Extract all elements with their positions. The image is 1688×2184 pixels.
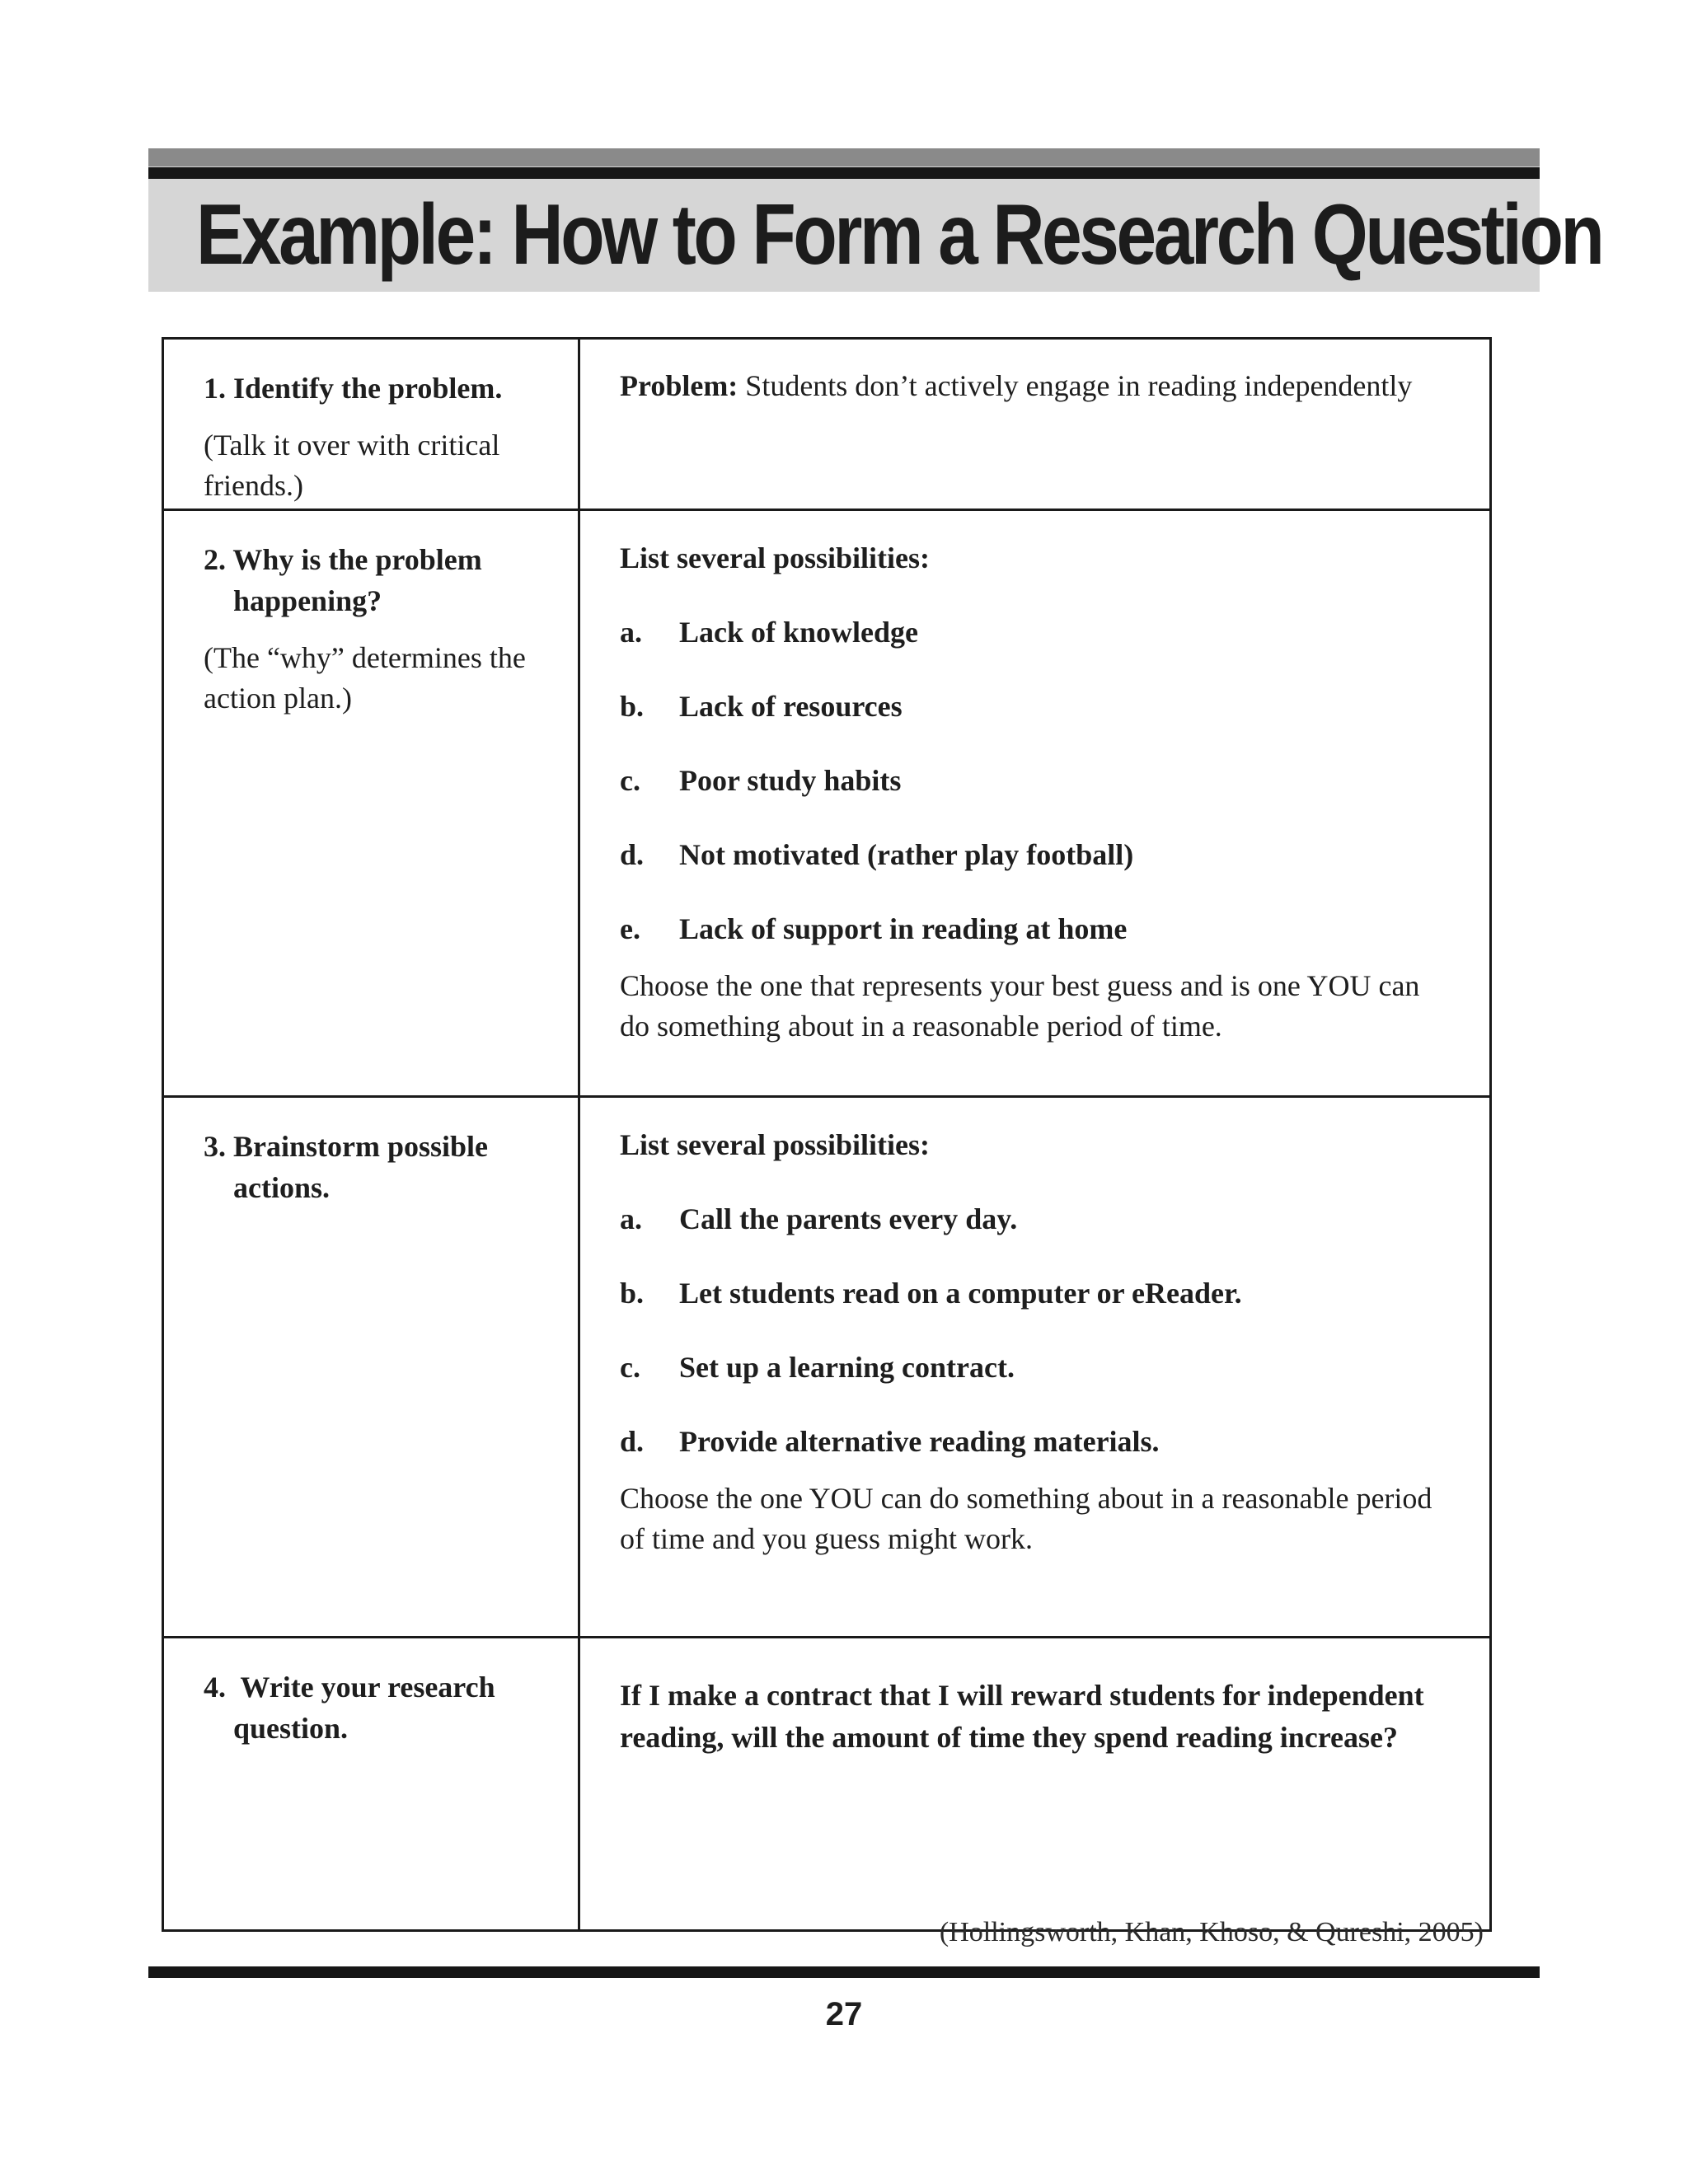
list-item <box>620 1198 1456 1240</box>
item-text: Lack of resources <box>679 690 903 723</box>
item-text: Not motivated (rather play football) <box>679 838 1134 871</box>
list-item <box>620 1421 1456 1462</box>
item-letter: b. <box>620 690 645 723</box>
table-row <box>163 1097 1491 1638</box>
answer-cell <box>579 1638 1491 1931</box>
item-text: Set up a learning contract. <box>679 1351 1015 1384</box>
title-top-bar <box>148 148 1540 166</box>
research-question: If I make a contract that I will reward students for independent reading, will the amount of time they spend reading increase? <box>620 1679 1424 1754</box>
step-title <box>204 539 555 621</box>
item-letter: a. <box>620 1202 642 1235</box>
list-item <box>620 1272 1456 1314</box>
item-text: Let students read on a computer or eReader. <box>679 1277 1242 1310</box>
possibility-list <box>620 1198 1456 1462</box>
step-cell <box>163 339 579 510</box>
possibility-list <box>620 612 1456 949</box>
item-letter: c. <box>620 1351 640 1384</box>
step-number: 3. <box>204 1130 226 1163</box>
page-title: Example: How to Form a Research Question <box>196 187 1602 283</box>
item-text: Lack of support in reading at home <box>679 912 1128 945</box>
problem-text: Students don’t actively engage in reading independently <box>745 369 1413 402</box>
list-item <box>620 834 1456 875</box>
list-item <box>620 686 1456 727</box>
list-item <box>620 908 1456 949</box>
item-text: Call the parents every day. <box>679 1202 1018 1235</box>
problem-label: Problem: <box>620 369 738 402</box>
item-letter: b. <box>620 1277 645 1310</box>
step-title <box>204 1666 555 1749</box>
footer-rule <box>148 1966 1540 1978</box>
list-heading: List several possibilities: <box>620 1128 930 1161</box>
step-title <box>204 1126 555 1208</box>
table-row <box>163 510 1491 1097</box>
item-letter: c. <box>620 764 640 797</box>
item-text: Lack of knowledge <box>679 616 919 649</box>
choose-instruction: Choose the one YOU can do something about in a reasonable period of time and you guess might work. <box>620 1482 1432 1555</box>
item-letter: e. <box>620 912 640 945</box>
step-cell <box>163 510 579 1097</box>
step-label: Brainstorm possible actions. <box>233 1130 489 1204</box>
step-cell <box>163 1638 579 1931</box>
page-number: 27 <box>825 1996 863 2032</box>
step-number: 4. <box>204 1671 226 1704</box>
item-text: Poor study habits <box>679 764 902 797</box>
step-note: (The “why” determines the action plan.) <box>204 641 526 715</box>
step-label: Identify the problem. <box>233 372 503 405</box>
table-row <box>163 1638 1491 1931</box>
research-question-table <box>162 337 1492 1932</box>
citation: (Hollingsworth, Khan, Khoso, & Qureshi, 2005) <box>939 1917 1484 1947</box>
answer-cell <box>579 339 1491 510</box>
step-note: (Talk it over with critical friends.) <box>204 429 500 502</box>
step-title <box>204 368 555 409</box>
choose-instruction: Choose the one that represents your best guess and is one YOU can do something about in a reasonable period of time. <box>620 969 1420 1043</box>
list-item <box>620 1347 1456 1388</box>
item-text: Provide alternative reading materials. <box>679 1425 1160 1458</box>
item-letter: a. <box>620 616 642 649</box>
title-rule <box>148 167 1540 179</box>
step-label: Write your research question. <box>233 1671 495 1745</box>
list-heading: List several possibilities: <box>620 541 930 574</box>
item-letter: d. <box>620 1425 645 1458</box>
table-row <box>163 339 1491 510</box>
answer-cell <box>579 1097 1491 1638</box>
problem-statement <box>620 366 1456 406</box>
answer-cell <box>579 510 1491 1097</box>
step-label: Why is the problem happening? <box>232 543 482 617</box>
list-item <box>620 760 1456 801</box>
step-number: 1. <box>204 372 226 405</box>
list-item <box>620 612 1456 653</box>
item-letter: d. <box>620 838 645 871</box>
step-cell <box>163 1097 579 1638</box>
step-number: 2. <box>204 543 226 576</box>
